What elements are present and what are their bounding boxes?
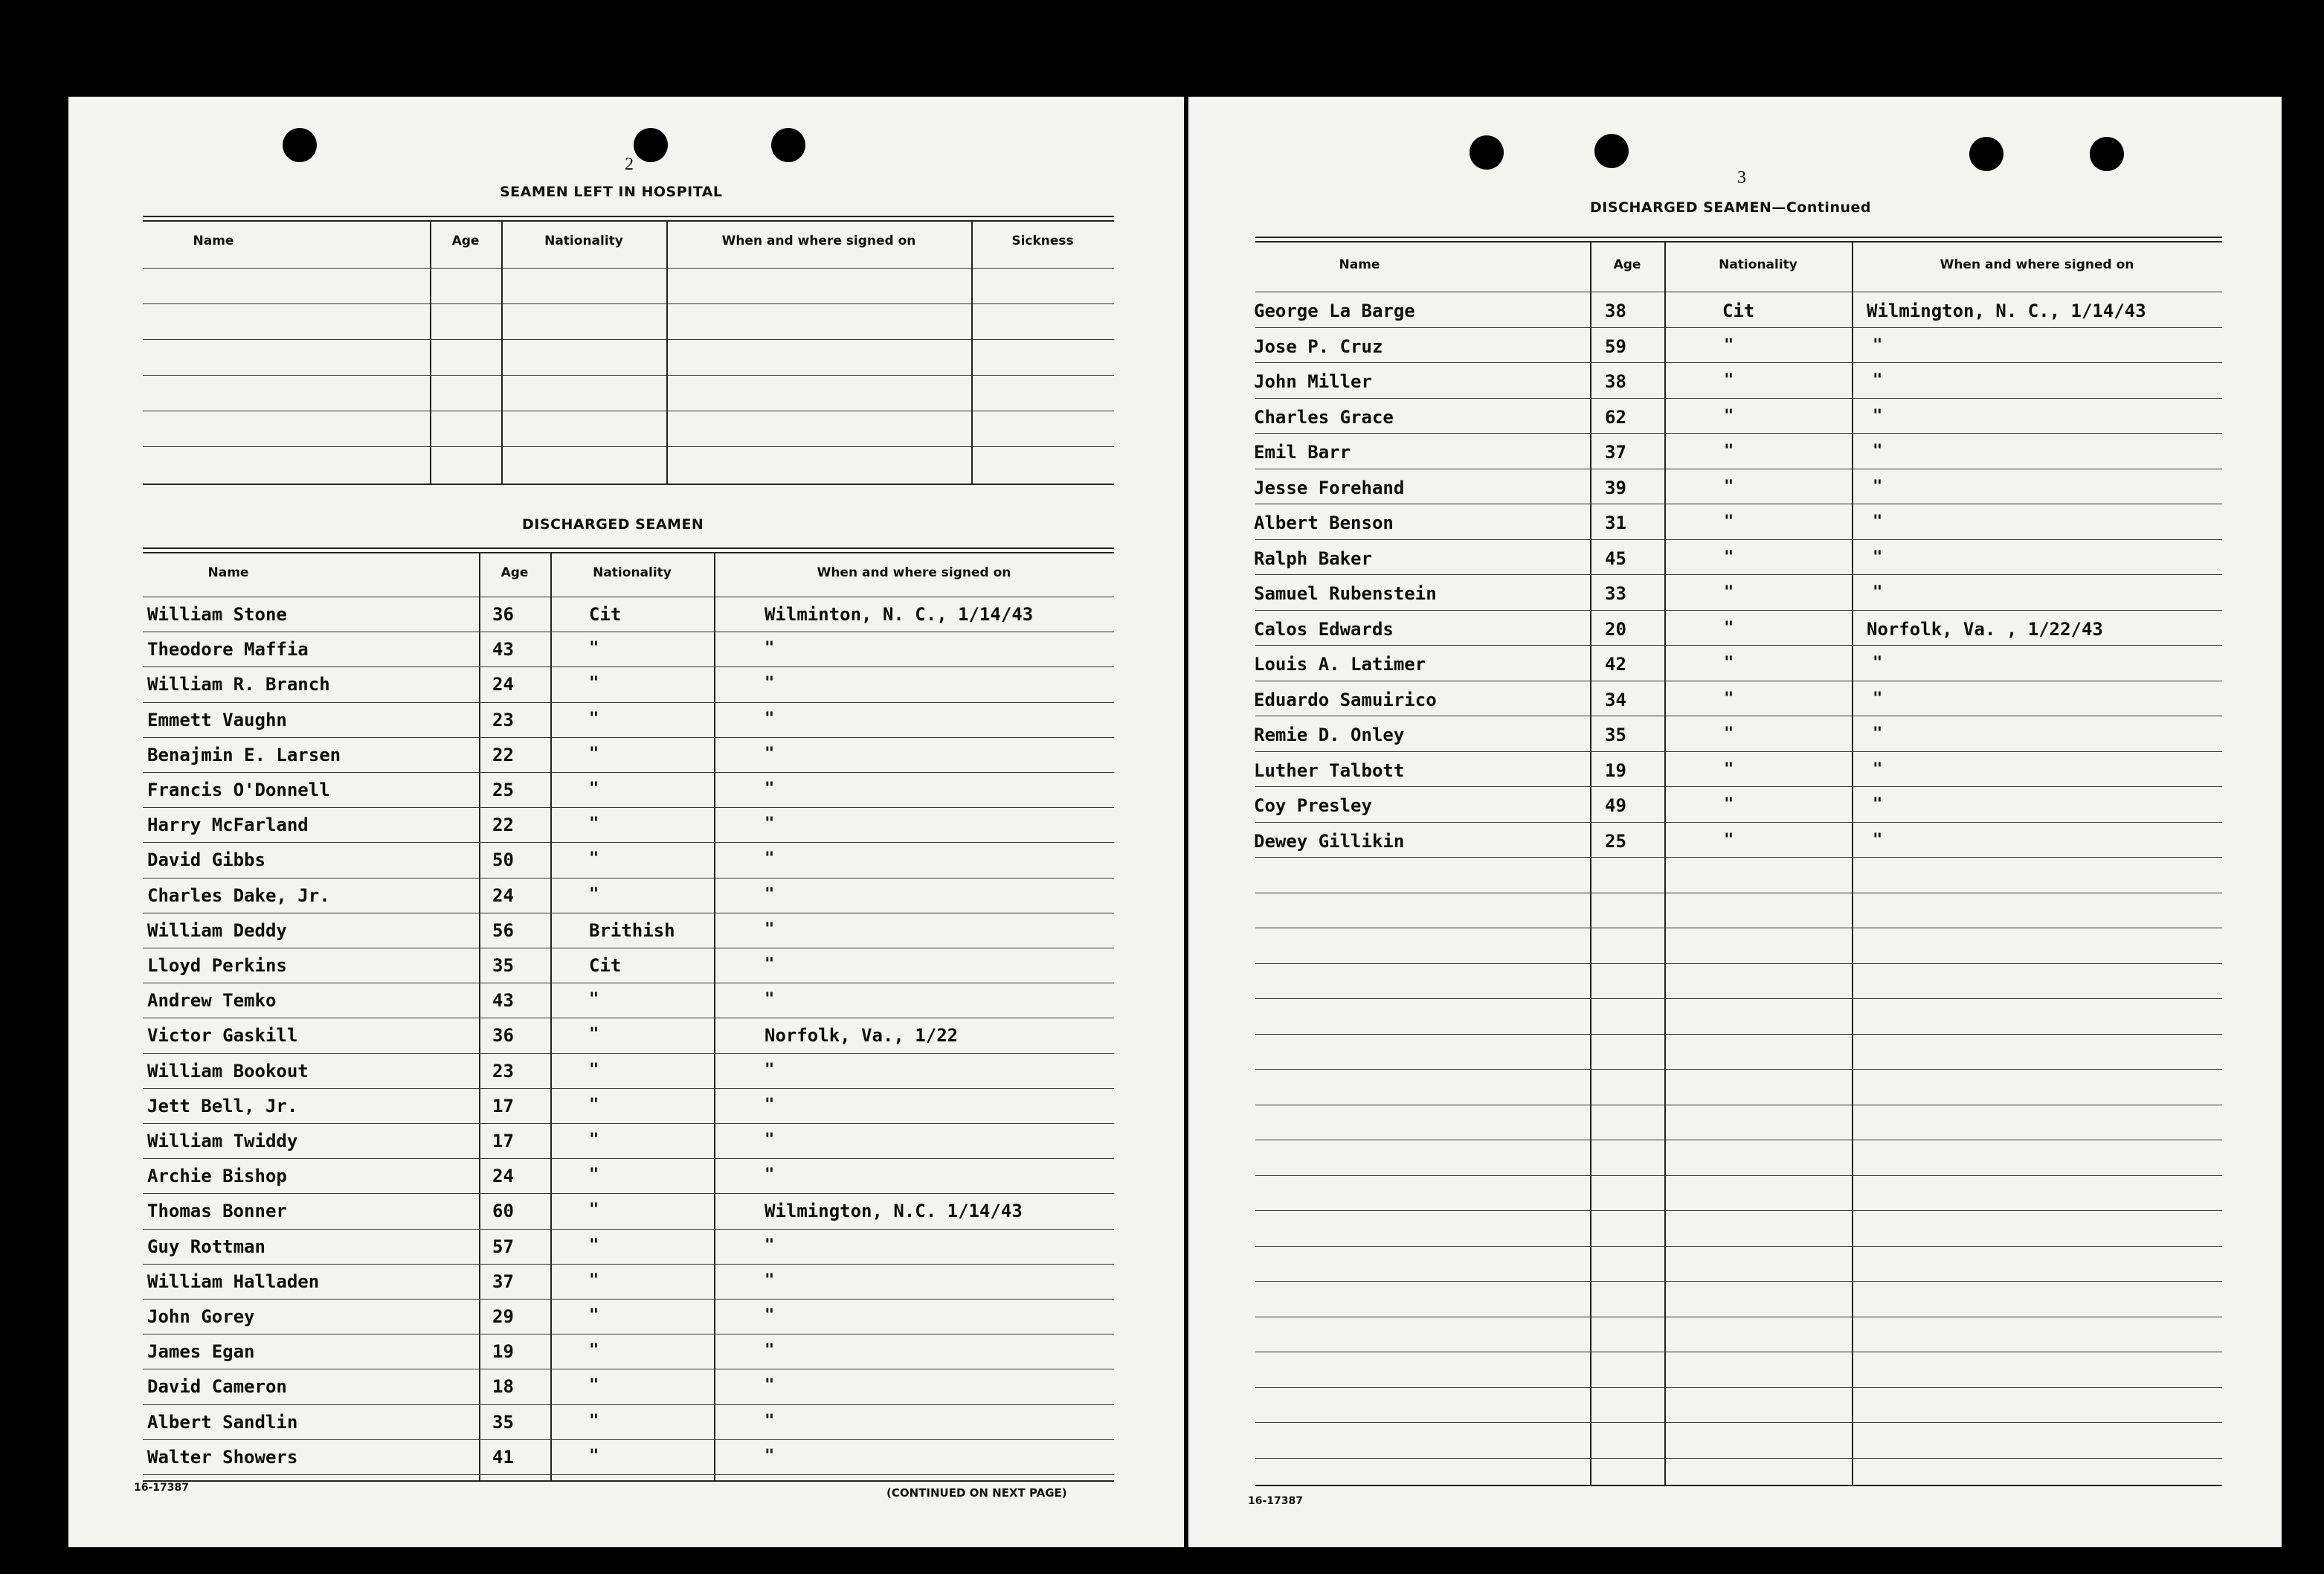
row-line bbox=[1255, 1422, 2222, 1423]
seaman-nationality: Brithish bbox=[589, 920, 675, 941]
seaman-name: Benajmin E. Larsen bbox=[147, 745, 341, 765]
row-line bbox=[143, 446, 1114, 447]
row-line bbox=[1255, 786, 2222, 787]
seaman-nationality: " bbox=[1724, 513, 1734, 531]
seaman-age: 38 bbox=[1605, 371, 1626, 392]
signed-on: " bbox=[765, 849, 775, 868]
row-line bbox=[143, 375, 1114, 376]
column-divider bbox=[666, 220, 668, 484]
seaman-nationality: " bbox=[589, 1306, 599, 1325]
row-line bbox=[143, 339, 1114, 340]
seaman-age: 24 bbox=[492, 885, 514, 906]
row-line bbox=[143, 1229, 1114, 1230]
table-rule bbox=[1255, 241, 2222, 242]
column-header: When and where signed on bbox=[1940, 257, 2134, 272]
seaman-age: 37 bbox=[492, 1271, 514, 1292]
seaman-name: Samuel Rubenstein bbox=[1254, 583, 1437, 604]
column-divider bbox=[1852, 241, 1853, 1485]
seaman-nationality: " bbox=[1724, 725, 1734, 743]
signed-on: " bbox=[765, 990, 775, 1009]
seaman-age: 20 bbox=[1605, 619, 1626, 640]
seaman-name: William Deddy bbox=[147, 920, 287, 941]
seaman-age: 43 bbox=[492, 639, 514, 660]
seaman-nationality: " bbox=[1724, 795, 1734, 814]
seaman-name: Eduardo Samuirico bbox=[1254, 690, 1437, 710]
punch-hole bbox=[283, 128, 317, 162]
row-line bbox=[143, 702, 1114, 703]
seaman-age: 25 bbox=[1605, 831, 1626, 852]
seaman-nationality: " bbox=[1724, 371, 1734, 390]
seaman-name: William R. Branch bbox=[147, 674, 330, 695]
seaman-name: Lloyd Perkins bbox=[147, 955, 287, 976]
row-line bbox=[143, 1158, 1114, 1159]
signed-on: " bbox=[765, 1447, 775, 1465]
seaman-name: Calos Edwards bbox=[1254, 619, 1394, 640]
punch-hole bbox=[634, 128, 668, 162]
column-header: When and where signed on bbox=[817, 565, 1011, 580]
seaman-name: Coy Presley bbox=[1254, 795, 1372, 816]
row-line bbox=[1255, 327, 2222, 328]
seaman-age: 49 bbox=[1605, 795, 1626, 816]
seaman-nationality: " bbox=[1724, 478, 1734, 496]
seaman-nationality: " bbox=[589, 780, 599, 798]
signed-on: " bbox=[765, 920, 775, 939]
column-divider bbox=[430, 220, 431, 484]
seaman-nationality: " bbox=[589, 1096, 599, 1114]
seaman-age: 17 bbox=[492, 1096, 514, 1117]
table-rule bbox=[143, 484, 1114, 485]
table-rule bbox=[143, 216, 1114, 217]
signed-on: Norfolk, Va. , 1/22/43 bbox=[1867, 619, 2103, 640]
seaman-nationality: " bbox=[589, 1376, 599, 1395]
seaman-name: John Miller bbox=[1254, 371, 1372, 392]
seaman-name: Luther Talbott bbox=[1254, 760, 1405, 781]
seaman-nationality: " bbox=[1724, 407, 1734, 425]
column-header: Age bbox=[451, 234, 480, 248]
seaman-name: Remie D. Onley bbox=[1254, 725, 1405, 745]
signed-on: " bbox=[1873, 760, 1883, 779]
table-rule bbox=[143, 220, 1114, 222]
seaman-age: 17 bbox=[492, 1131, 514, 1151]
seaman-age: 35 bbox=[492, 1412, 514, 1433]
seaman-nationality: " bbox=[1724, 654, 1734, 672]
seaman-age: 35 bbox=[492, 955, 514, 976]
row-line bbox=[1255, 398, 2222, 399]
form-number: 16-17387 bbox=[134, 1482, 189, 1494]
seaman-name: Harry McFarland bbox=[147, 815, 309, 835]
punch-hole bbox=[771, 128, 805, 162]
row-line bbox=[143, 1088, 1114, 1089]
seaman-age: 36 bbox=[492, 604, 514, 625]
seaman-age: 56 bbox=[492, 920, 514, 941]
signed-on: " bbox=[1873, 795, 1883, 814]
hospital-section-title: SEAMEN LEFT IN HOSPITAL bbox=[500, 184, 723, 200]
seaman-nationality: Cit bbox=[589, 955, 622, 976]
right-page bbox=[1188, 97, 2282, 1547]
seaman-name: Andrew Temko bbox=[147, 990, 277, 1011]
page-number: 2 bbox=[625, 155, 634, 174]
seaman-age: 62 bbox=[1605, 407, 1626, 428]
seaman-name: James Egan bbox=[147, 1341, 255, 1362]
seaman-age: 60 bbox=[492, 1201, 514, 1221]
seaman-age: 59 bbox=[1605, 336, 1626, 357]
seaman-name: Jose P. Cruz bbox=[1254, 336, 1383, 357]
signed-on: " bbox=[765, 1341, 775, 1360]
seaman-name: Guy Rottman bbox=[147, 1236, 265, 1257]
punch-hole bbox=[1969, 137, 2003, 171]
seaman-nationality: " bbox=[589, 1271, 599, 1290]
seaman-name: John Gorey bbox=[147, 1306, 255, 1327]
seaman-age: 18 bbox=[492, 1376, 514, 1397]
seaman-nationality: " bbox=[589, 745, 599, 763]
signed-on: " bbox=[765, 745, 775, 763]
seaman-age: 22 bbox=[492, 745, 514, 765]
seaman-name: Ralph Baker bbox=[1254, 548, 1372, 569]
seaman-nationality: " bbox=[589, 1236, 599, 1255]
seaman-age: 37 bbox=[1605, 442, 1626, 463]
punch-hole bbox=[1470, 135, 1504, 170]
column-divider bbox=[714, 552, 715, 1480]
seaman-age: 42 bbox=[1605, 654, 1626, 675]
seaman-name: Charles Grace bbox=[1254, 407, 1394, 428]
seaman-nationality: " bbox=[589, 1201, 599, 1219]
row-line bbox=[143, 666, 1114, 667]
seaman-nationality: " bbox=[589, 1341, 599, 1360]
signed-on: " bbox=[1873, 548, 1883, 567]
signed-on: " bbox=[765, 1061, 775, 1079]
signed-on: " bbox=[1873, 478, 1883, 496]
table-rule bbox=[1255, 1485, 2222, 1486]
row-line bbox=[143, 1474, 1114, 1475]
signed-on: " bbox=[1873, 583, 1883, 602]
row-line bbox=[143, 1193, 1114, 1194]
seaman-age: 50 bbox=[492, 849, 514, 870]
seaman-name: Victor Gaskill bbox=[147, 1025, 298, 1046]
seaman-age: 31 bbox=[1605, 513, 1626, 533]
left-page bbox=[68, 97, 1184, 1547]
row-line bbox=[1255, 1458, 2222, 1459]
discharged-section-title: DISCHARGED SEAMEN bbox=[522, 516, 704, 533]
table-rule bbox=[143, 1480, 1114, 1482]
seaman-age: 22 bbox=[492, 815, 514, 835]
row-line bbox=[1255, 574, 2222, 575]
row-line bbox=[143, 1053, 1114, 1054]
seaman-nationality: Cit bbox=[1722, 301, 1755, 321]
column-header: When and where signed on bbox=[721, 234, 916, 248]
signed-on: Wilminton, N. C., 1/14/43 bbox=[765, 604, 1034, 625]
signed-on: Wilmington, N. C., 1/14/43 bbox=[1867, 301, 2146, 321]
signed-on: " bbox=[765, 1376, 775, 1395]
signed-on: " bbox=[765, 710, 775, 728]
column-divider bbox=[1664, 241, 1666, 1485]
row-line bbox=[1255, 610, 2222, 611]
signed-on: Norfolk, Va., 1/22 bbox=[765, 1025, 959, 1046]
seaman-age: 29 bbox=[492, 1306, 514, 1327]
seaman-age: 38 bbox=[1605, 301, 1626, 321]
row-line bbox=[143, 1404, 1114, 1405]
row-line bbox=[143, 807, 1114, 808]
seaman-nationality: " bbox=[1724, 760, 1734, 779]
seaman-age: 45 bbox=[1605, 548, 1626, 569]
seaman-name: Albert Benson bbox=[1254, 513, 1394, 533]
punch-hole bbox=[1594, 134, 1629, 168]
column-divider bbox=[479, 552, 480, 1480]
signed-on: " bbox=[1873, 690, 1883, 708]
seaman-name: Jesse Forehand bbox=[1254, 478, 1405, 498]
seaman-nationality: " bbox=[589, 674, 599, 693]
seaman-name: Thomas Bonner bbox=[147, 1201, 287, 1221]
seaman-name: Charles Dake, Jr. bbox=[147, 885, 330, 906]
seaman-nationality: " bbox=[589, 710, 599, 728]
row-line bbox=[143, 842, 1114, 843]
signed-on: " bbox=[765, 1131, 775, 1149]
seaman-nationality: " bbox=[1724, 548, 1734, 567]
seaman-nationality: " bbox=[1724, 336, 1734, 355]
column-header: Age bbox=[500, 565, 529, 580]
signed-on: " bbox=[765, 780, 775, 798]
signed-on: " bbox=[1873, 336, 1883, 355]
signed-on: " bbox=[1873, 513, 1883, 531]
seaman-age: 35 bbox=[1605, 725, 1626, 745]
signed-on: " bbox=[765, 815, 775, 833]
seaman-name: Emmett Vaughn bbox=[147, 710, 287, 730]
seaman-age: 41 bbox=[492, 1447, 514, 1468]
row-line bbox=[143, 1123, 1114, 1124]
section-title: DISCHARGED SEAMEN—Continued bbox=[1590, 199, 1871, 216]
signed-on: " bbox=[765, 1096, 775, 1114]
signed-on: " bbox=[765, 1306, 775, 1325]
seaman-nationality: " bbox=[589, 885, 599, 904]
row-line bbox=[1255, 1069, 2222, 1070]
column-divider bbox=[971, 220, 973, 484]
row-line bbox=[1255, 433, 2222, 434]
row-line bbox=[1255, 963, 2222, 964]
column-header: Nationality bbox=[544, 234, 623, 248]
seaman-name: George La Barge bbox=[1254, 301, 1415, 321]
seaman-name: William Bookout bbox=[147, 1061, 309, 1082]
seaman-name: Louis A. Latimer bbox=[1254, 654, 1426, 675]
row-line bbox=[1255, 1281, 2222, 1282]
table-rule bbox=[143, 268, 1114, 269]
column-header: Name bbox=[207, 565, 249, 580]
seaman-age: 24 bbox=[492, 1166, 514, 1186]
row-line bbox=[1255, 1246, 2222, 1247]
seaman-nationality: " bbox=[589, 990, 599, 1009]
seaman-name: David Cameron bbox=[147, 1376, 287, 1397]
seaman-name: William Stone bbox=[147, 604, 287, 625]
table-rule bbox=[143, 547, 1114, 549]
page-number: 3 bbox=[1737, 168, 1746, 187]
seaman-nationality: " bbox=[589, 1025, 599, 1044]
seaman-name: Albert Sandlin bbox=[147, 1412, 298, 1433]
seaman-age: 36 bbox=[492, 1025, 514, 1046]
seaman-name: William Halladen bbox=[147, 1271, 320, 1292]
seaman-name: Jett Bell, Jr. bbox=[147, 1096, 298, 1117]
signed-on: " bbox=[765, 1166, 775, 1184]
row-line bbox=[1255, 822, 2222, 823]
seaman-name: Theodore Maffia bbox=[147, 639, 309, 660]
column-header: Name bbox=[1339, 257, 1380, 272]
seaman-name: Francis O'Donnell bbox=[147, 780, 330, 800]
continued-note: (CONTINUED ON NEXT PAGE) bbox=[886, 1486, 1067, 1500]
seaman-nationality: " bbox=[1724, 583, 1734, 602]
table-rule bbox=[143, 552, 1114, 553]
seaman-age: 43 bbox=[492, 990, 514, 1011]
row-line bbox=[1255, 1387, 2222, 1388]
seaman-nationality: " bbox=[589, 639, 599, 658]
signed-on: " bbox=[1873, 371, 1883, 390]
seaman-nationality: " bbox=[589, 1412, 599, 1430]
seaman-age: 23 bbox=[492, 1061, 514, 1082]
seaman-age: 24 bbox=[492, 674, 514, 695]
seaman-nationality: " bbox=[1724, 831, 1734, 849]
signed-on: " bbox=[1873, 442, 1883, 460]
seaman-nationality: " bbox=[1724, 619, 1734, 637]
signed-on: " bbox=[1873, 654, 1883, 672]
row-line bbox=[143, 1264, 1114, 1265]
seaman-nationality: " bbox=[589, 1166, 599, 1184]
seaman-name: William Twiddy bbox=[147, 1131, 298, 1151]
seaman-age: 19 bbox=[1605, 760, 1626, 781]
seaman-nationality: Cit bbox=[589, 604, 622, 625]
row-line bbox=[143, 1299, 1114, 1300]
signed-on: " bbox=[765, 1271, 775, 1290]
row-line bbox=[1255, 1034, 2222, 1035]
seaman-nationality: " bbox=[589, 1447, 599, 1465]
row-line bbox=[1255, 539, 2222, 540]
seaman-age: 33 bbox=[1605, 583, 1626, 604]
signed-on: " bbox=[1873, 407, 1883, 425]
row-line bbox=[143, 737, 1114, 738]
column-header: Age bbox=[1613, 257, 1641, 272]
row-line bbox=[1255, 751, 2222, 752]
row-line bbox=[1255, 362, 2222, 363]
signed-on: " bbox=[765, 885, 775, 904]
row-line bbox=[143, 303, 1114, 304]
seaman-age: 19 bbox=[492, 1341, 514, 1362]
signed-on: " bbox=[765, 1412, 775, 1430]
seaman-age: 23 bbox=[492, 710, 514, 730]
seaman-name: Emil Barr bbox=[1254, 442, 1351, 463]
column-divider bbox=[501, 220, 503, 484]
signed-on: " bbox=[765, 639, 775, 658]
seaman-nationality: " bbox=[1724, 690, 1734, 708]
row-line bbox=[143, 1439, 1114, 1440]
seaman-name: Dewey Gillikin bbox=[1254, 831, 1405, 852]
row-line bbox=[1255, 1210, 2222, 1211]
form-number: 16-17387 bbox=[1248, 1495, 1303, 1507]
column-header: Nationality bbox=[593, 565, 672, 580]
seaman-age: 39 bbox=[1605, 478, 1626, 498]
seaman-name: Walter Showers bbox=[147, 1447, 298, 1468]
signed-on: " bbox=[1873, 831, 1883, 849]
seaman-age: 34 bbox=[1605, 690, 1626, 710]
column-divider bbox=[1590, 241, 1591, 1485]
signed-on: " bbox=[765, 955, 775, 974]
seaman-nationality: " bbox=[589, 815, 599, 833]
row-line bbox=[1255, 1175, 2222, 1176]
seaman-nationality: " bbox=[589, 849, 599, 868]
seaman-nationality: " bbox=[1724, 442, 1734, 460]
seaman-name: David Gibbs bbox=[147, 849, 265, 870]
seaman-name: Archie Bishop bbox=[147, 1166, 287, 1186]
punch-hole bbox=[2090, 137, 2124, 171]
seaman-age: 57 bbox=[492, 1236, 514, 1257]
row-line bbox=[1255, 857, 2222, 858]
column-header: Name bbox=[193, 234, 234, 248]
seaman-age: 25 bbox=[492, 780, 514, 800]
signed-on: " bbox=[765, 674, 775, 693]
column-divider bbox=[550, 552, 552, 1480]
column-header: Nationality bbox=[1719, 257, 1797, 272]
column-header: Sickness bbox=[1011, 234, 1074, 248]
row-line bbox=[1255, 998, 2222, 999]
signed-on: " bbox=[765, 1236, 775, 1255]
signed-on: Wilmington, N.C. 1/14/43 bbox=[765, 1201, 1023, 1221]
row-line bbox=[143, 772, 1114, 773]
seaman-nationality: " bbox=[589, 1131, 599, 1149]
row-line bbox=[1255, 645, 2222, 646]
table-rule bbox=[1255, 237, 2222, 238]
signed-on: " bbox=[1873, 725, 1883, 743]
seaman-nationality: " bbox=[589, 1061, 599, 1079]
